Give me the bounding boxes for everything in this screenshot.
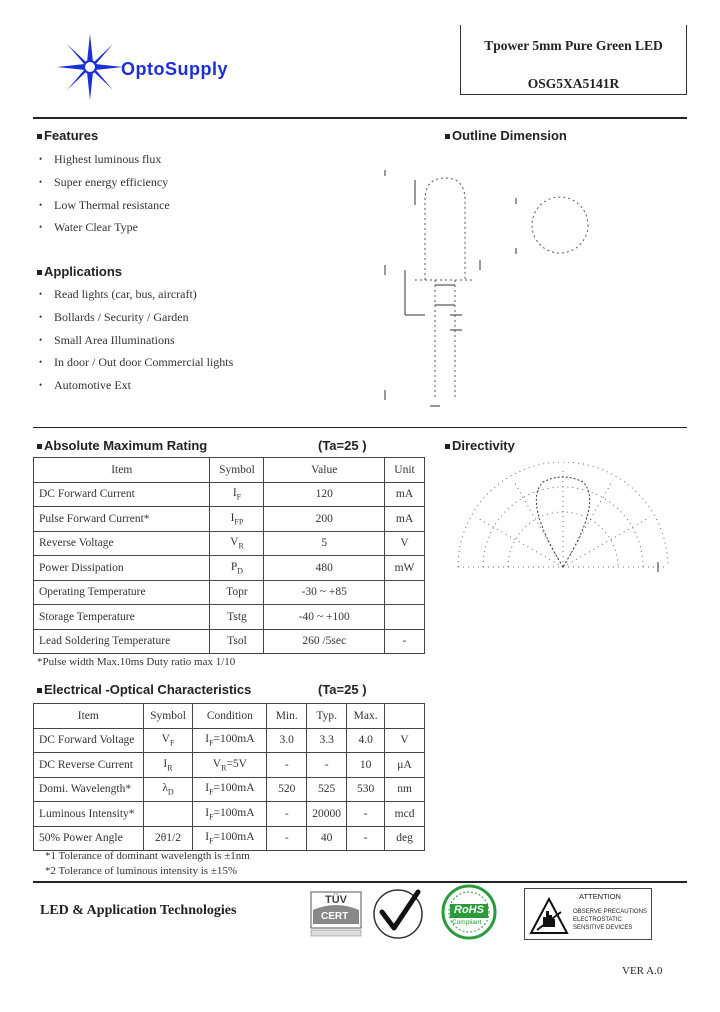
- value-cell: 5: [264, 531, 385, 556]
- eoc-condition: (Ta=25 ): [318, 682, 367, 697]
- symbol-cell: Topr: [210, 580, 264, 605]
- list-item: • Read lights (car, bus, aircraft): [39, 286, 233, 309]
- rohs-sub-label: Compliant: [452, 919, 482, 926]
- table-row: [34, 507, 425, 532]
- max-cell: -: [347, 826, 385, 851]
- esd-hand-icon: [529, 897, 569, 935]
- table-row: [34, 605, 425, 630]
- col-header: Unit: [385, 458, 425, 483]
- table-row: [34, 826, 425, 851]
- max-cell: 4.0: [347, 728, 385, 753]
- applications-list: [39, 286, 233, 400]
- symbol-cell: Tstg: [210, 605, 264, 630]
- col-header: [385, 704, 425, 729]
- star-logo-icon: [55, 32, 125, 102]
- directivity-title: Directivity: [445, 438, 515, 453]
- esd-line-2: ELECTROSTATIC: [573, 917, 622, 923]
- features-list: [39, 151, 170, 242]
- unit-cell: mA: [385, 482, 425, 507]
- symbol-cell: $V_F$: [143, 728, 193, 753]
- checkmark-badge-icon: [370, 884, 426, 940]
- symbol-cell: $\lambda_D$: [143, 777, 193, 802]
- list-item: • Bollards / Security / Garden: [39, 309, 233, 332]
- applications-title: Applications: [37, 264, 122, 279]
- value-cell: 200: [264, 507, 385, 532]
- list-item: • Super energy efficiency: [39, 174, 170, 197]
- amr-condition: (Ta=25 ): [318, 438, 367, 453]
- min-cell: -: [267, 753, 307, 778]
- value-cell: -30 ~ +85: [264, 580, 385, 605]
- unit-cell: V: [385, 531, 425, 556]
- unit-cell: μA: [385, 753, 425, 778]
- brand-name: OptoSupply: [121, 59, 228, 79]
- table-row: [34, 802, 425, 827]
- condition-cell: $I_F=100mA$: [193, 802, 267, 827]
- tuv-label: TÜV: [325, 894, 347, 906]
- col-header: Max.: [347, 704, 385, 729]
- section-divider: [33, 427, 687, 428]
- table-row: [34, 629, 425, 654]
- condition-cell: $I_F=100mA$: [193, 728, 267, 753]
- title-box: [460, 25, 687, 95]
- col-header: Item: [34, 458, 210, 483]
- rohs-logo: [436, 884, 502, 940]
- item-cell: DC Reverse Current: [34, 753, 144, 778]
- value-cell: -40 ~ +100: [264, 605, 385, 630]
- symbol-cell: 2θ1/2: [143, 826, 193, 851]
- col-header: Item: [34, 704, 144, 729]
- min-cell: -: [267, 826, 307, 851]
- list-item: • Low Thermal resistance: [39, 197, 170, 220]
- item-cell: Lead Soldering Temperature: [34, 629, 210, 654]
- unit-cell: mcd: [385, 802, 425, 827]
- amr-title: Absolute Maximum Rating: [37, 438, 207, 453]
- company-logo: [55, 32, 275, 102]
- item-cell: DC Forward Current: [34, 482, 210, 507]
- symbol-cell: $V_R$: [210, 531, 264, 556]
- col-header: Value: [264, 458, 385, 483]
- unit-cell: deg: [385, 826, 425, 851]
- value-cell: 480: [264, 556, 385, 581]
- list-item: • Automotive Ext: [39, 377, 233, 400]
- esd-line-1: OBSERVE PRECAUTIONS: [573, 909, 647, 915]
- min-cell: 520: [267, 777, 307, 802]
- symbol-cell: $I_R$: [143, 753, 193, 778]
- table-row: [34, 580, 425, 605]
- item-cell: DC Forward Voltage: [34, 728, 144, 753]
- header-divider: [33, 117, 687, 119]
- max-cell: 10: [347, 753, 385, 778]
- list-item: • Small Area Illuminations: [39, 332, 233, 355]
- product-title: Tpower 5mm Pure Green LED: [484, 38, 663, 53]
- version-label: VER A.0: [622, 965, 663, 977]
- max-cell: -: [347, 802, 385, 827]
- item-cell: Power Dissipation: [34, 556, 210, 581]
- amr-table: [33, 457, 425, 654]
- col-header: Min.: [267, 704, 307, 729]
- part-number: OSG5XA5141R: [527, 76, 620, 91]
- value-cell: 260 /5sec: [264, 629, 385, 654]
- table-row: [34, 482, 425, 507]
- min-cell: -: [267, 802, 307, 827]
- typ-cell: 20000: [307, 802, 347, 827]
- symbol-cell: $P_D$: [210, 556, 264, 581]
- condition-cell: $I_F=100mA$: [193, 777, 267, 802]
- typ-cell: 40: [307, 826, 347, 851]
- unit-cell: mW: [385, 556, 425, 581]
- attention-label: ATTENTION: [579, 892, 621, 901]
- col-header: Typ.: [307, 704, 347, 729]
- tuv-cert-logo: [305, 888, 367, 940]
- unit-cell: [385, 580, 425, 605]
- col-header: Symbol: [143, 704, 193, 729]
- amr-note: *Pulse width Max.10ms Duty ratio max 1/10: [37, 656, 236, 668]
- condition-cell: $I_F=100mA$: [193, 826, 267, 851]
- item-cell: Domi. Wavelength*: [34, 777, 144, 802]
- rohs-label: RoHS: [454, 904, 484, 916]
- table-row: [34, 777, 425, 802]
- esd-line-3: SENSITIVE DEVICES: [573, 925, 633, 931]
- item-cell: 50% Power Angle: [34, 826, 144, 851]
- features-title: Features: [37, 128, 98, 143]
- unit-cell: [385, 605, 425, 630]
- table-header-row: [34, 704, 425, 729]
- list-item: • Water Clear Type: [39, 219, 170, 242]
- min-cell: 3.0: [267, 728, 307, 753]
- footer-divider: [33, 881, 687, 883]
- esd-warning: [524, 888, 652, 940]
- list-item: • Highest luminous flux: [39, 151, 170, 174]
- outline-title: Outline Dimension: [445, 128, 567, 143]
- condition-cell: $V_R=5V$: [193, 753, 267, 778]
- company-name: LED & Application Technologies: [40, 903, 237, 918]
- unit-cell: -: [385, 629, 425, 654]
- table-row: [34, 728, 425, 753]
- quality-check-logo: [370, 884, 426, 940]
- eoc-note-1: *1 Tolerance of dominant wavelength is ±1nm: [45, 850, 250, 862]
- list-item: • In door / Out door Commercial lights: [39, 354, 233, 377]
- item-cell: Operating Temperature: [34, 580, 210, 605]
- eoc-title: Electrical -Optical Characteristics: [37, 682, 251, 697]
- outline-drawing: [380, 160, 620, 410]
- item-cell: Luminous Intensity*: [34, 802, 144, 827]
- symbol-cell: [143, 802, 193, 827]
- cert-label: CERT: [321, 911, 349, 922]
- table-header-row: [34, 458, 425, 483]
- unit-cell: mA: [385, 507, 425, 532]
- eoc-table: [33, 703, 425, 851]
- typ-cell: -: [307, 753, 347, 778]
- table-row: [34, 556, 425, 581]
- item-cell: Storage Temperature: [34, 605, 210, 630]
- symbol-cell: $I_F$: [210, 482, 264, 507]
- eoc-note-2: *2 Tolerance of luminous intensity is ±15%: [45, 865, 238, 877]
- typ-cell: 3.3: [307, 728, 347, 753]
- typ-cell: 525: [307, 777, 347, 802]
- unit-cell: V: [385, 728, 425, 753]
- symbol-cell: $I_{FP}$: [210, 507, 264, 532]
- col-header: Condition: [193, 704, 267, 729]
- value-cell: 120: [264, 482, 385, 507]
- table-row: [34, 753, 425, 778]
- unit-cell: nm: [385, 777, 425, 802]
- max-cell: 530: [347, 777, 385, 802]
- col-header: Symbol: [210, 458, 264, 483]
- symbol-cell: Tsol: [210, 629, 264, 654]
- table-row: [34, 531, 425, 556]
- item-cell: Pulse Forward Current*: [34, 507, 210, 532]
- item-cell: Reverse Voltage: [34, 531, 210, 556]
- directivity-chart: [448, 462, 678, 582]
